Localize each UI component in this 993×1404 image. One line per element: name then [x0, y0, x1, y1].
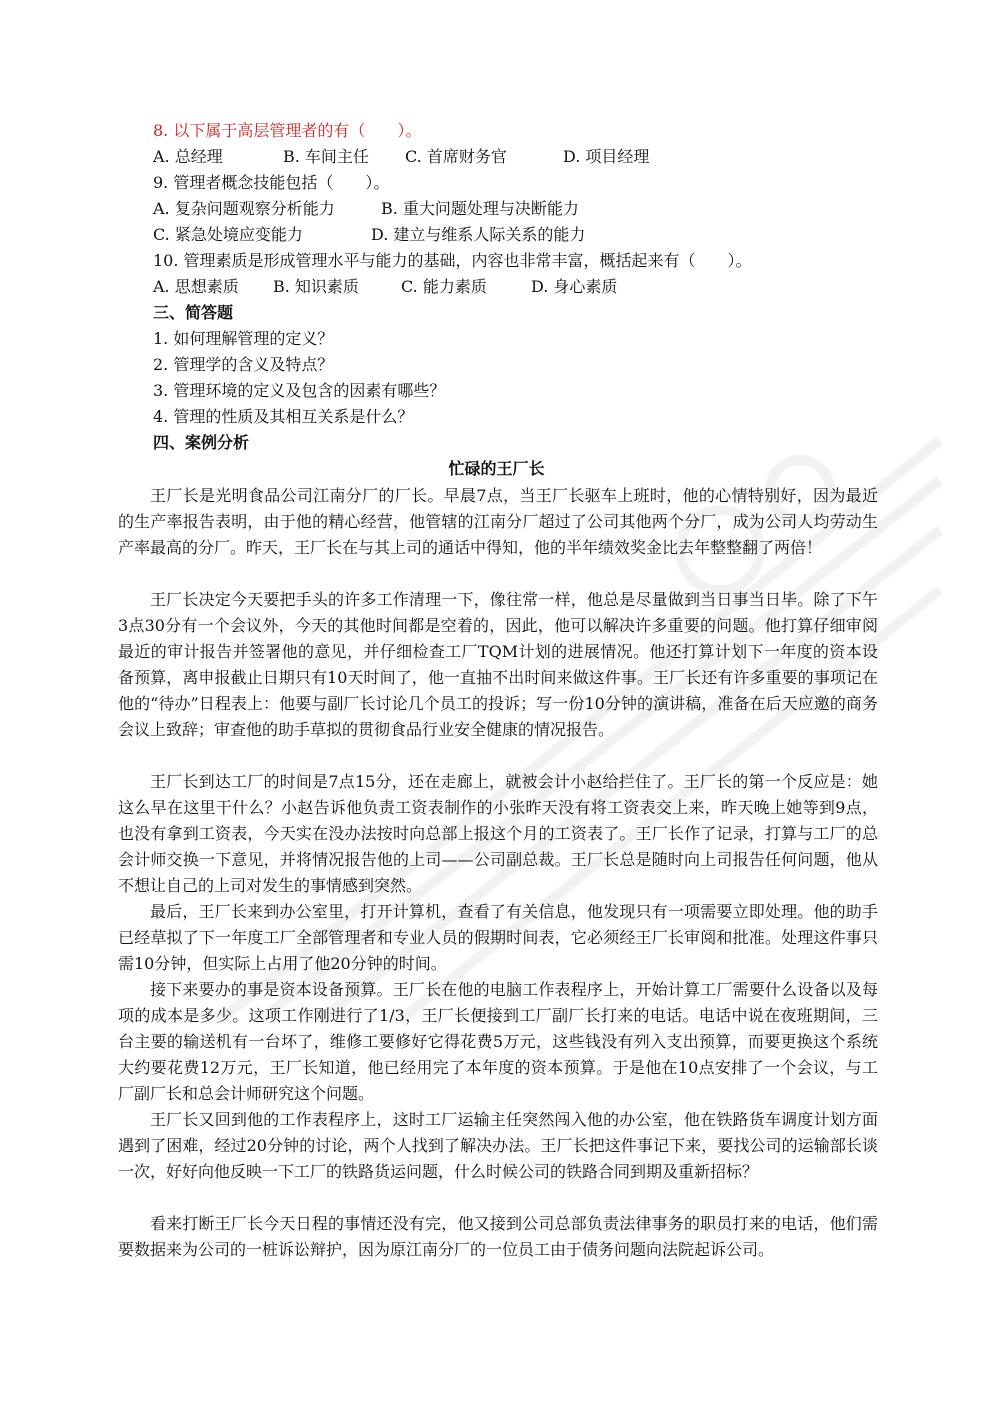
question-9-options [153, 196, 579, 222]
question-8-stem: 8. 以下属于高层管理者的有（ ）。 [153, 121, 422, 140]
option: A. 复杂问题观察分析能力 [153, 199, 335, 218]
short-answer-item: 3. 管理环境的定义及包含的因素有哪些？ [153, 381, 446, 400]
case-paragraph: 接下来要办的事是资本设备预算。王厂长在他的电脑工作表程序上，开始计算工厂需要什么设备以及每项的成本是多少。这项工作刚进行了1/3，王厂长便接到工厂副厂长打来的电话。电话中说在夜班期间，三台主要的输送机有一台坏了，维修工要修好它得花费5万元，这些钱没有列入支出预算，而要更换这个系统大约要花费12万元，王厂长知道，他已经用完了本年度的资本预算。于是他在10点安排了一个会议，与工厂副厂长和总会计师研究这个问题。 [118, 980, 878, 1103]
case-paragraph: 王厂长又回到他的工作表程序上，这时工厂运输主任突然闯入他的办公室，他在铁路货车调度计划方面遇到了困难，经过20分钟的讨论，两个人找到了解决办法。王厂长把这件事记下来，要找公司的运输部长谈一次，好好向他反映一下工厂的铁路货运问题，什么时候公司的铁路合同到期及重新招标？ [118, 1110, 878, 1181]
option: D. 项目经理 [563, 147, 650, 166]
question-10-stem: 10. 管理素质是形成管理水平与能力的基础，内容也非常丰富，概括起来有（ ）。 [153, 251, 752, 270]
option: D. 建立与维系人际关系的能力 [371, 225, 586, 244]
option: B. 车间主任 [283, 147, 369, 166]
case-paragraph: 王厂长决定今天要把手头的许多工作清理一下，像往常一样，他总是尽量做到当日事当日毕。除了下午3点30分有一个会议外，今天的其他时间都是空着的，因此，他可以解决许多重要的问题。他打算仔细审阅最近的审计报告并签署他的意见，并仔细检查工厂TQM计划的进展情况。他还打算计划下一年度的资本设备预算，离申报截止日期只有10天时间了，他一直抽不出时间来做这件事。王厂长还有许多重要的事项记在他的“待办”日程表上：他要与副厂长讨论几个员工的投诉；写一份10分钟的演讲稿，准备在后天应邀的商务会议上致辞；审查他的助手草拟的贯彻食品行业安全健康的情况报告。 [118, 590, 878, 739]
short-answer-item: 1. 如何理解管理的定义？ [153, 329, 334, 348]
option: C. 首席财务官 [405, 147, 507, 166]
case-paragraph: 最后，王厂长来到办公室里，打开计算机，查看了有关信息，他发现只有一项需要立即处理。他的助手已经草拟了下一年度工厂全部管理者和专业人员的假期时间表，它必须经王厂长审阅和批准。处理这件事只需10分钟，但实际上占用了他20分钟的时间。 [118, 902, 878, 973]
option: B. 重大问题处理与决断能力 [381, 199, 579, 218]
case-title: 忙碌的王厂长 [448, 459, 545, 478]
case-paragraph: 王厂长到达工厂的时间是7点15分，还在走廊上，就被会计小赵给拦住了。王厂长的第一个反应是：她这么早在这里干什么？小赵告诉他负责工资表制作的小张昨天没有将工资表交上来，昨天晚上她等到9点，也没有拿到工资表，今天实在没办法按时向总部上报这个月的工资表了。王厂长作了记录，打算与工厂的总会计师交换一下意见，并将情况报告他的上司——公司副总裁。王厂长总是随时向上司报告任何问题，他从不想让自己的上司对发生的事情感到突然。 [118, 772, 878, 895]
question-10-options [153, 274, 617, 300]
option: A. 思想素质 [153, 277, 239, 296]
option: B. 知识素质 [273, 277, 359, 296]
option: C. 紧急处境应变能力 [153, 225, 303, 244]
short-answer-item: 4. 管理的性质及其相互关系是什么？ [153, 407, 414, 426]
question-9-options-row2 [153, 222, 585, 248]
question-9-stem: 9. 管理者概念技能包括（ ）。 [153, 173, 390, 192]
question-8-options [153, 144, 649, 170]
option: D. 身心素质 [531, 277, 618, 296]
case-paragraph: 王厂长是光明食品公司江南分厂的厂长。早晨7点，当王厂长驱车上班时，他的心情特别好，因为最近的生产率报告表明，由于他的精心经营，他管辖的江南分厂超过了公司其他两个分厂，成为公司人均劳动生产率最高的分厂。昨天，王厂长在与其上司的通话中得知，他的半年绩效奖金比去年整整翻了两倍！ [118, 486, 878, 557]
short-answer-item: 2. 管理学的含义及特点？ [153, 355, 334, 374]
case-paragraph: 看来打断王厂长今天日程的事情还没有完，他又接到公司总部负责法律事务的职员打来的电话，他们需要数据来为公司的一桩诉讼辩护，因为原江南分厂的一位员工由于债务问题向法院起诉公司。 [118, 1214, 878, 1259]
option: C. 能力素质 [401, 277, 487, 296]
section-heading-case-analysis: 四、案例分析 [153, 433, 250, 452]
option: A. 总经理 [153, 147, 223, 166]
section-heading-short-answer: 三、简答题 [153, 303, 234, 322]
